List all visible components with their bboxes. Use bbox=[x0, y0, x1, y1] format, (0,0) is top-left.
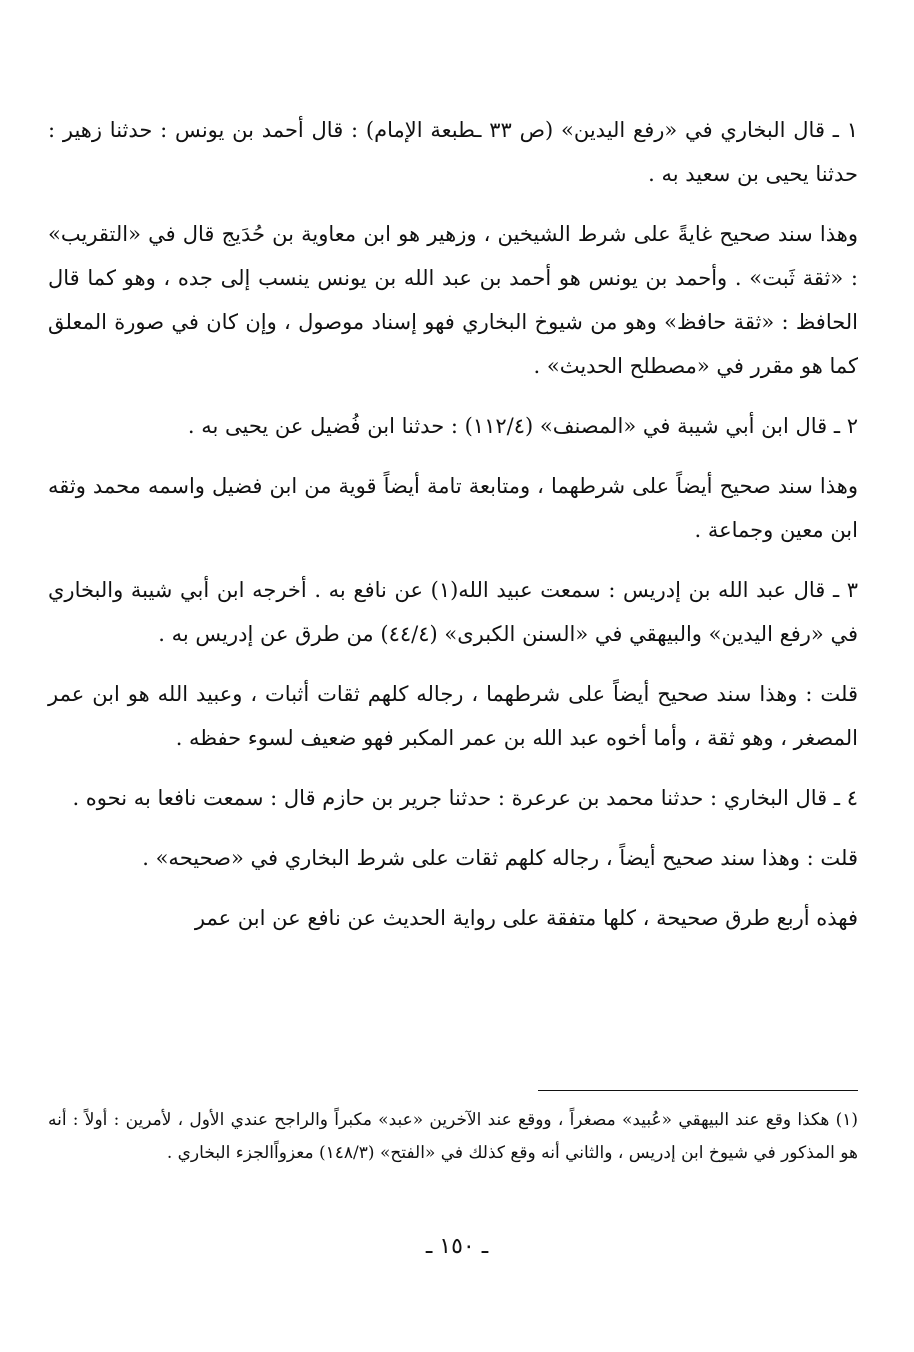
paragraph-6: قلت : وهذا سند صحيح أيضاً على شرطهما ، رجاله كلهم ثقات أثبات ، وعبيد الله هو ابن عمر المصغر ، وهو ثقة ، وأما أخوه عبد الله بن عمر المكبر فهو ضعيف لسوء حفظه . bbox=[48, 682, 858, 750]
paragraph-3: ٢ ـ قال ابن أبي شيبة في «المصنف» (١١٢/٤) : حدثنا ابن فُضيل عن يحيى به . bbox=[187, 414, 858, 438]
paragraph-1: ١ ـ قال البخاري في «رفع اليدين» (ص ٣٣ ـطبعة الإمام) : قال أحمد بن يونس : حدثنا زهير : حدثنا يحيى بن سعيد به . bbox=[48, 118, 859, 186]
paragraph-5: ٣ ـ قال عبد الله بن إدريس : سمعت عبيد الله(١) عن نافع به . أخرجه ابن أبي شيبة والبخاري في «رفع اليدين» والبيهقي في «السنن الكبرى» (٤٤/٤) من طرق عن إدريس به . bbox=[48, 578, 859, 646]
paragraph-2: وهذا سند صحيح غايةً على شرط الشيخين ، وزهير هو ابن معاوية بن حُدَيج قال في «التقريب» : «ثقة ثَبت» . وأحمد بن يونس هو أحمد بن عبد الله بن يونس ينسب إلى جده ، وهو كما قال الحافظ : «ثقة حافظ» وهو من شيوخ البخاري فهو إسناد موصول ، وإن كان في صورة المعلق كما هو مقرر في «مصطلح الحديث» . bbox=[48, 222, 858, 378]
paragraph-8: قلت : وهذا سند صحيح أيضاً ، رجاله كلهم ثقات على شرط البخاري في «صحيحه» . bbox=[142, 846, 858, 870]
main-text bbox=[48, 108, 858, 956]
footnote: (١) هكذا وقع عند البيهقي «عُبيد» مصغراً ، ووقع عند الآخرين «عبد» مكبراً والراجح عندي الأول ، لأمرين : أولاً : أنه هو المذكور في شيوخ ابن إدريس ، والثاني أنه وقع كذلك في «الفتح» (١٤٨/٣) معزواًالجزء البخاري . bbox=[48, 1110, 858, 1163]
footnote-divider bbox=[538, 1090, 858, 1091]
paragraph-4: وهذا سند صحيح أيضاً على شرطهما ، ومتابعة تامة أيضاً قوية من ابن فضيل واسمه محمد وثقه ابن معين وجماعة . bbox=[48, 474, 858, 542]
paragraph-9: فهذه أربع طرق صحيحة ، كلها متفقة على رواية الحديث عن نافع عن ابن عمر bbox=[194, 906, 858, 930]
page-number: ـ ١٥٠ ـ bbox=[425, 1234, 489, 1259]
paragraph-7: ٤ ـ قال البخاري : حدثنا محمد بن عرعرة : حدثنا جرير بن حازم قال : سمعت نافعا به نحوه . bbox=[72, 786, 858, 810]
